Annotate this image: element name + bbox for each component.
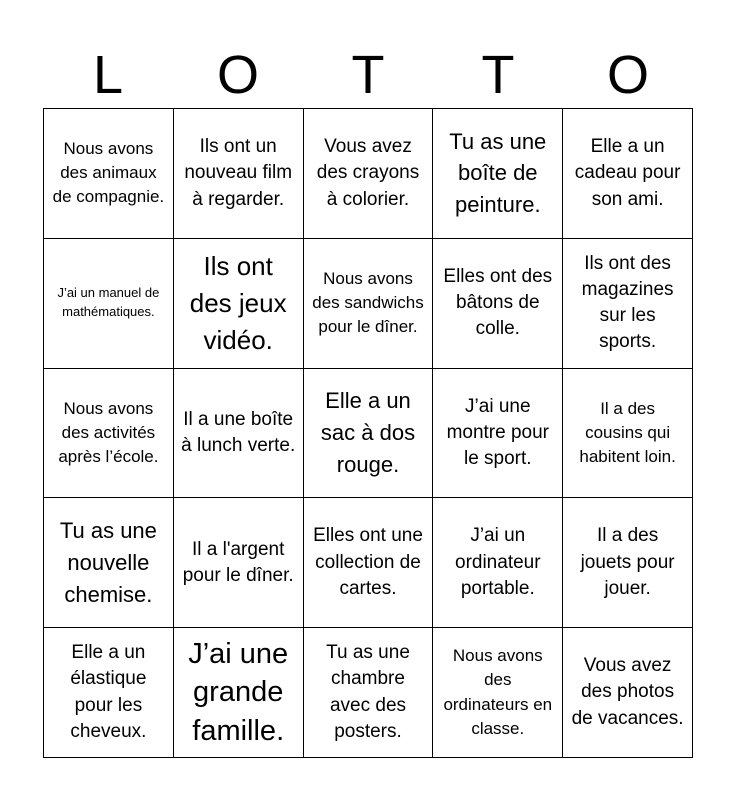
cell-text: Tu as une boîte de peinture. [449, 128, 547, 218]
cell-text: J’ai un ordinateur portable. [455, 525, 541, 599]
cell-text: Nous avons des activités après l’école. [58, 398, 159, 467]
cell-text: Elle a un sac à dos rouge. [320, 388, 416, 477]
cell-text: Nous avons des ordinateurs en classe. [443, 646, 553, 738]
bingo-cell[interactable] [174, 369, 304, 499]
bingo-cell[interactable] [433, 498, 563, 628]
bingo-cell[interactable] [44, 369, 174, 499]
title-letter: T [351, 45, 385, 105]
cell-text: Vous avez des crayons à colorier. [316, 136, 420, 210]
bingo-cell[interactable] [174, 628, 304, 758]
cell-text: Elles ont des bâtons de colle. [443, 265, 553, 340]
bingo-cell[interactable] [304, 498, 434, 628]
title-letter: O [606, 45, 649, 105]
bingo-title [43, 42, 693, 108]
cell-text: Tu as une chambre avec des posters. [326, 642, 410, 742]
cell-text: Elles ont une collection de cartes. [313, 525, 423, 599]
cell-text: Il a des jouets pour jouer. [580, 525, 675, 599]
bingo-cell[interactable] [174, 498, 304, 628]
cell-text: Il a des cousins qui habitent loin. [579, 398, 676, 467]
bingo-cell[interactable] [44, 109, 174, 239]
bingo-cell[interactable] [304, 628, 434, 758]
bingo-cell[interactable] [44, 239, 174, 369]
bingo-cell[interactable] [563, 498, 693, 628]
cell-text: J’ai une grande famille. [188, 638, 289, 747]
cell-text: J’ai un manuel de mathématiques. [57, 285, 160, 320]
title-letter: O [216, 45, 259, 105]
bingo-cell[interactable] [563, 239, 693, 369]
cell-text: Ils ont des magazines sur les sports. [581, 252, 674, 353]
cell-text: Il a l'argent pour le dîner. [182, 538, 294, 586]
bingo-cell[interactable] [563, 109, 693, 239]
cell-text: Vous avez des photos de vacances. [571, 655, 684, 729]
bingo-cell[interactable] [433, 628, 563, 758]
bingo-card-grid [43, 108, 693, 758]
bingo-cell[interactable] [174, 109, 304, 239]
cell-text: Tu as une nouvelle chemise. [59, 517, 157, 607]
bingo-cell[interactable] [563, 369, 693, 499]
cell-text: Ils ont des jeux vidéo. [189, 250, 287, 355]
bingo-cell[interactable] [304, 369, 434, 499]
bingo-cell[interactable] [433, 239, 563, 369]
cell-text: Ils ont un nouveau film à regarder. [184, 136, 293, 210]
cell-text: Nous avons des animaux de compagnie. [52, 139, 165, 207]
bingo-cell[interactable] [433, 109, 563, 239]
bingo-cell[interactable] [44, 628, 174, 758]
cell-text: Elle a un cadeau pour son ami. [574, 136, 681, 210]
cell-text: Nous avons des sandwichs pour le dîner. [312, 269, 424, 337]
cell-text: Elle a un élastique pour les cheveux. [70, 642, 147, 742]
title-letter: T [481, 45, 515, 105]
bingo-cell[interactable] [174, 239, 304, 369]
cell-text: J’ai une montre pour le sport. [446, 395, 550, 470]
bingo-cell[interactable] [44, 498, 174, 628]
bingo-cell[interactable] [304, 239, 434, 369]
bingo-cell[interactable] [563, 628, 693, 758]
bingo-cell[interactable] [304, 109, 434, 239]
cell-text: Il a une boîte à lunch verte. [181, 408, 296, 456]
bingo-cell[interactable] [433, 369, 563, 499]
title-letter: L [92, 45, 124, 105]
